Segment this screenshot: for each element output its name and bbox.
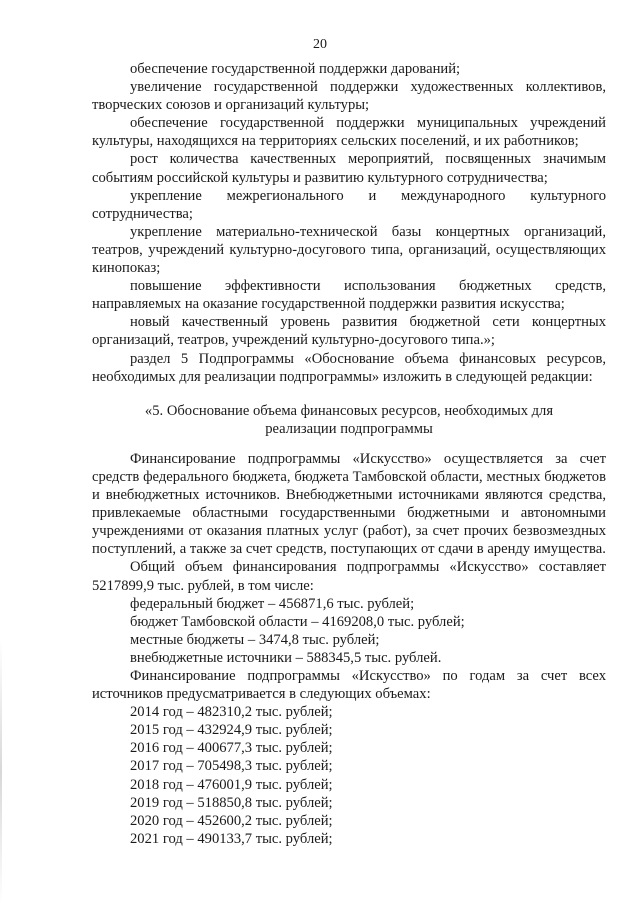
financing-paragraph: Финансирование подпрограммы «Искусство» осуществляется за счет средств федерального бюджета, бюджета Тамбовской области, местных бюджетов и внебюджетных источников. Внебюджетными источниками являются средства, привлекаемые областными государственными бюджетными и автономными учреждениями от оказания платных услуг (работ), за счет прочих безвозмездных поступлений, а также за счет средств, поступающих от сдачи в аренду имущества. (92, 450, 606, 558)
list-item: обеспечение государственной поддержки дарований; (130, 61, 461, 77)
page-number: 20 (313, 37, 327, 52)
source-item: федеральный бюджет – 456871,6 тыс. рублей; (130, 595, 415, 612)
list-item: новый качественный уровень развития бюджетной сети концертных организаций, театров, учреждений культурно-досугового типа.»; (92, 314, 606, 349)
list-item: увеличение государственной поддержки художественных коллективов, творческих союзов и организаций культуры; (92, 79, 606, 114)
year-item: 2018 год – 476001,9 тыс. рублей; (130, 776, 333, 793)
year-list (92, 703, 606, 848)
list-item: обеспечение государственной поддержки муниципальных учреждений культуры, находящихся на территориях сельских поселений, и их работников; (92, 115, 606, 150)
year-item: 2020 год – 452600,2 тыс. рублей; (130, 812, 333, 829)
year-item: 2014 год – 482310,2 тыс. рублей; (130, 704, 333, 721)
year-item: 2019 год – 518850,8 тыс. рублей; (130, 794, 333, 811)
total-paragraph: Общий объем финансирования подпрограммы «Искусство» составляет 5217899,9 тыс. рублей, в том числе: (92, 559, 606, 594)
source-item: внебюджетные источники – 588345,5 тыс. рублей. (130, 649, 442, 666)
section-heading-line: реализации подпрограммы (265, 420, 433, 437)
list-item: укрепление межрегионального и международного культурного сотрудничества; (92, 187, 606, 222)
section-heading-line: «5. Обоснование объема финансовых ресурсов, необходимых для (144, 402, 554, 419)
by-year-paragraph: Финансирование подпрограммы «Искусство» по годам за счет всех источников предусматривается в следующих объемах: (92, 668, 606, 703)
list-item: рост количества качественных мероприятий, посвященных значимым событиям российской культуры и развитию культурного сотрудничества; (92, 151, 606, 186)
source-item: бюджет Тамбовской области – 4169208,0 тыс. рублей; (130, 613, 465, 630)
source-item: местные бюджеты – 3474,8 тыс. рублей; (130, 631, 380, 648)
document-body (92, 60, 606, 848)
year-item: 2021 год – 490133,7 тыс. рублей; (130, 830, 333, 847)
list-item: укрепление материально-технической базы концертных организаций, театров, учреждений культурно-досугового типа, организаций, осуществляющих кинопоказ; (92, 223, 606, 277)
list-item: повышение эффективности использования бюджетных средств, направляемых на оказание государственной поддержки развития искусства; (92, 278, 606, 313)
scan-edge-shadow (0, 640, 2, 905)
year-item: 2016 год – 400677,3 тыс. рублей; (130, 740, 333, 757)
year-item: 2017 год – 705498,3 тыс. рублей; (130, 758, 333, 775)
section-heading (92, 402, 606, 438)
amendment-paragraph: раздел 5 Подпрограммы «Обоснование объема финансовых ресурсов, необходимых для реализации подпрограммы» изложить в следующей редакции: (92, 350, 606, 385)
year-item: 2015 год – 432924,9 тыс. рублей; (130, 722, 333, 739)
